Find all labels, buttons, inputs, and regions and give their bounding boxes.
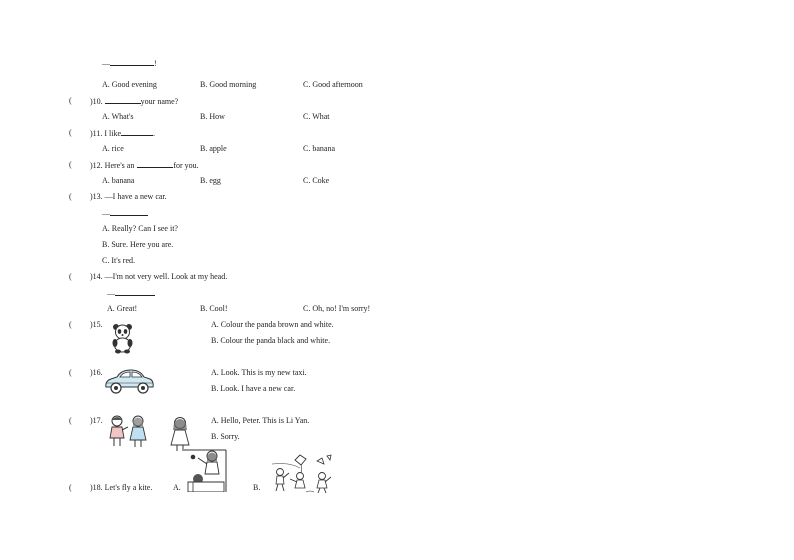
q12-option-a[interactable]: A. banana <box>102 176 135 185</box>
q12-option-b[interactable]: B. egg <box>200 176 221 185</box>
q13-answer-paren[interactable]: ( <box>69 192 72 201</box>
children-greeting-picture <box>106 414 152 450</box>
q15-option-a[interactable]: A. Colour the panda brown and white. <box>211 320 334 329</box>
q10-option-a[interactable]: A. What's <box>102 112 134 121</box>
answer-blank[interactable] <box>110 58 154 66</box>
q14-option-b[interactable]: B. Cool! <box>200 304 228 313</box>
q10-question: )10. your name? <box>90 97 179 106</box>
q11-answer-paren[interactable]: ( <box>69 128 72 137</box>
q17-option-b[interactable]: B. Sorry. <box>211 432 240 441</box>
q13-option-b[interactable]: B. Sure. Here you are. <box>102 240 174 249</box>
q9-answer-line[interactable]: — ! <box>102 59 157 68</box>
q15-option-b[interactable]: B. Colour the panda black and white. <box>211 336 331 345</box>
answer-blank[interactable] <box>121 128 153 136</box>
q9-option-c[interactable]: C. Good afternoon <box>303 80 363 89</box>
q12-question: )12. Here's an for you. <box>90 161 199 170</box>
q17-question: )17. <box>90 416 103 425</box>
q11-option-c[interactable]: C. banana <box>303 144 335 153</box>
q16-question: )16. <box>90 368 103 377</box>
q13-question: )13. —I have a new car. <box>90 192 167 201</box>
answer-blank[interactable] <box>110 208 148 216</box>
girl-at-desk-picture <box>184 444 230 492</box>
q13-answer-line[interactable]: — <box>102 208 148 219</box>
q9-option-b[interactable]: B. Good morning <box>200 80 257 89</box>
q14-option-c[interactable]: C. Oh, no! I'm sorry! <box>303 304 371 313</box>
q17-option-a[interactable]: A. Hello, Peter. This is Li Yan. <box>211 416 310 425</box>
car-picture <box>103 366 155 396</box>
q16-answer-paren[interactable]: ( <box>69 368 72 377</box>
q11-option-b[interactable]: B. apple <box>200 144 227 153</box>
q18-answer-paren[interactable]: ( <box>69 483 72 492</box>
q18-question: )18. Let's fly a kite. <box>90 483 153 492</box>
q15-answer-paren[interactable]: ( <box>69 320 72 329</box>
q12-option-c[interactable]: C. Coke <box>303 176 330 185</box>
q18-option-b[interactable]: B. <box>253 483 261 492</box>
q16-option-b[interactable]: B. Look. I have a new car. <box>211 384 296 393</box>
q9-option-a[interactable]: A. Good evening <box>102 80 157 89</box>
answer-blank[interactable] <box>137 160 173 168</box>
children-flying-kite-picture <box>270 452 336 494</box>
q11-question: )11. I like . <box>90 129 156 138</box>
panda-picture <box>110 322 136 354</box>
q10-option-c[interactable]: C. What <box>303 112 330 121</box>
q10-answer-paren[interactable]: ( <box>69 96 72 105</box>
q14-option-a[interactable]: A. Great! <box>107 304 138 313</box>
answer-blank[interactable] <box>105 96 141 104</box>
q18-option-a[interactable]: A. <box>173 483 181 492</box>
q13-option-c[interactable]: C. It's red. <box>102 256 135 265</box>
q14-answer-paren[interactable]: ( <box>69 272 72 281</box>
q14-answer-line[interactable]: — <box>107 288 155 299</box>
q14-question: )14. —I'm not very well. Look at my head. <box>90 272 228 281</box>
q15-question: )15. <box>90 320 103 329</box>
q12-answer-paren[interactable]: ( <box>69 160 72 169</box>
q10-option-b[interactable]: B. How <box>200 112 225 121</box>
answer-blank[interactable] <box>115 288 155 296</box>
q11-option-a[interactable]: A. rice <box>102 144 124 153</box>
q13-option-a[interactable]: A. Really? Can I see it? <box>102 224 178 233</box>
q16-option-a[interactable]: A. Look. This is my new taxi. <box>211 368 307 377</box>
q17-answer-paren[interactable]: ( <box>69 416 72 425</box>
